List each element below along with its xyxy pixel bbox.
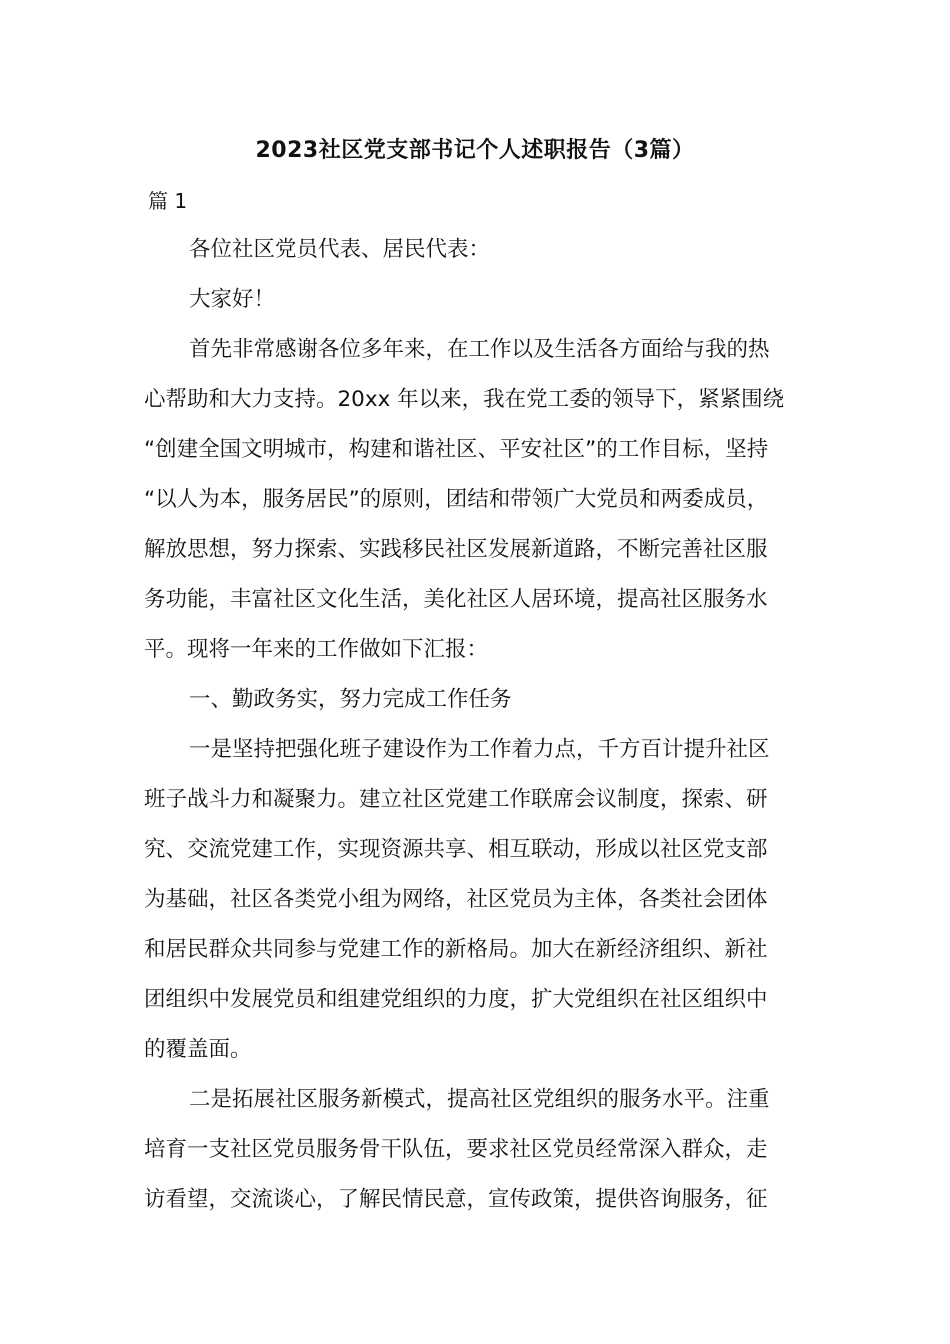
paragraph-line: 平。现将一年来的工作做如下汇报： <box>144 637 489 662</box>
section-label: 篇 1 <box>148 189 188 213</box>
paragraph-line: 培育一支社区党员服务骨干队伍，要求社区党员经常深入群众，走 <box>144 1137 768 1162</box>
section-heading: 一、勤政务实，努力完成工作任务 <box>189 687 512 712</box>
paragraph-line: 班子战斗力和凝聚力。建立社区党建工作联席会议制度，探索、研 <box>144 787 768 812</box>
paragraph-line: 访看望，交流谈心，了解民情民意，宣传政策，提供咨询服务，征 <box>144 1187 768 1212</box>
paragraph-line: 首先非常感谢各位多年来，在工作以及生活各方面给与我的热 <box>189 337 770 362</box>
paragraph-line: “创建全国文明城市，构建和谐社区、平安社区”的工作目标，坚持 <box>144 437 769 462</box>
paragraph-line: 的覆盖面。 <box>144 1037 252 1062</box>
paragraph-line: 务功能，丰富社区文化生活，美化社区人居环境，提高社区服务水 <box>144 587 768 612</box>
paragraph-line: 心帮助和大力支持。20xx 年以来，我在党工委的领导下，紧紧围绕 <box>144 387 785 412</box>
paragraph-line: 团组织中发展党员和组建党组织的力度，扩大党组织在社区组织中 <box>144 987 768 1012</box>
paragraph-line: 二是拓展社区服务新模式，提高社区党组织的服务水平。注重 <box>189 1087 770 1112</box>
document-title: 2023社区党支部书记个人述职报告（3篇） <box>255 138 695 163</box>
paragraph-line: “以人为本，服务居民”的原则，团结和带领广大党员和两委成员， <box>144 487 769 512</box>
paragraph-line: 一是坚持把强化班子建设作为工作着力点，千方百计提升社区 <box>189 737 770 762</box>
paragraph-line: 为基础，社区各类党小组为网络，社区党员为主体，各类社会团体 <box>144 887 768 912</box>
paragraph-line: 解放思想，努力探索、实践移民社区发展新道路，不断完善社区服 <box>144 537 768 562</box>
paragraph-line: 究、交流党建工作，实现资源共享、相互联动，形成以社区党支部 <box>144 837 768 862</box>
greeting-line: 大家好！ <box>189 287 276 312</box>
salutation-line: 各位社区党员代表、居民代表： <box>189 237 491 262</box>
paragraph-line: 和居民群众共同参与党建工作的新格局。加大在新经济组织、新社 <box>144 937 768 962</box>
